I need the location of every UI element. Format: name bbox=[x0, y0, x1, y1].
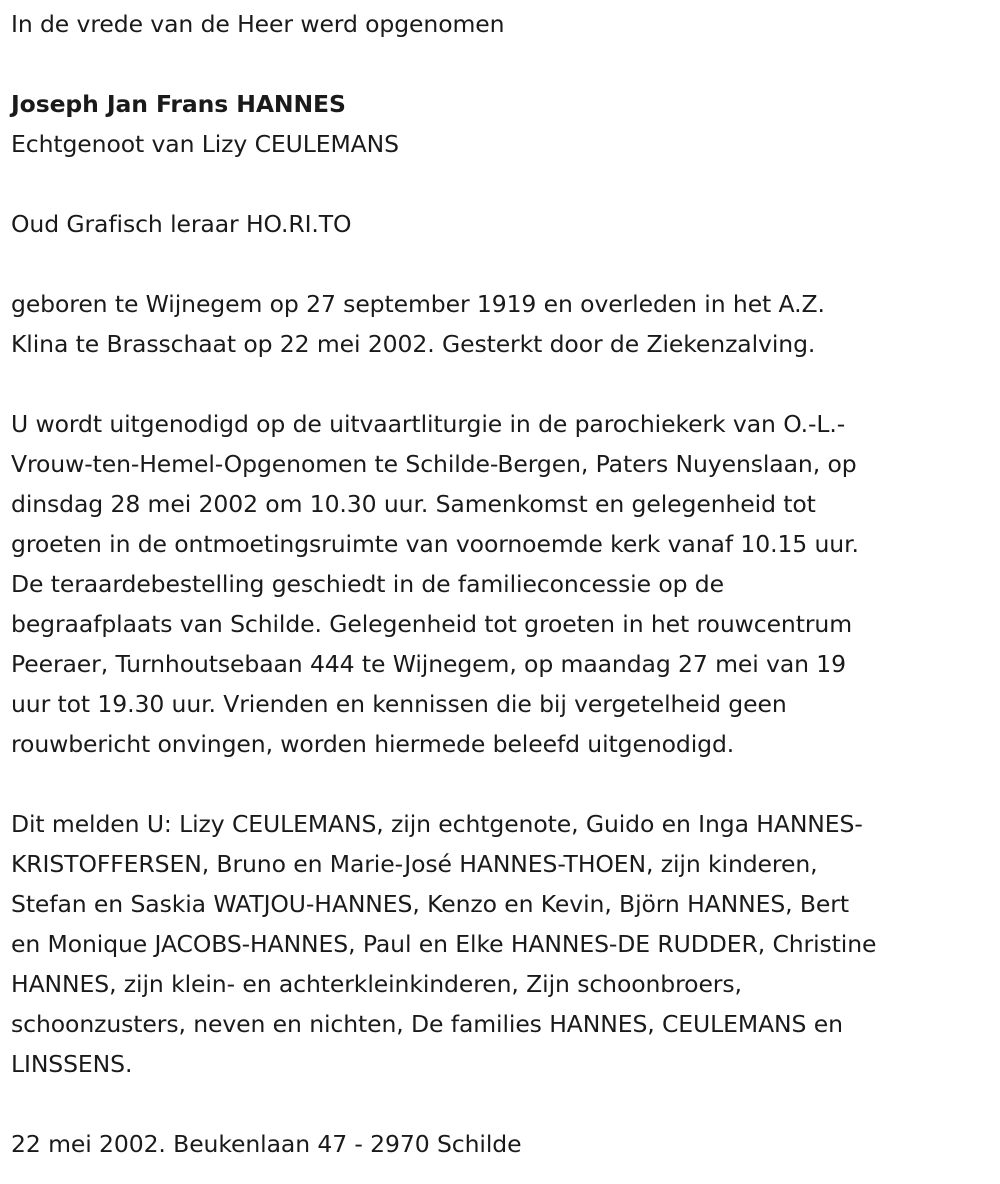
paragraph-line: schoonzusters, neven en nichten, De families HANNES, CEULEMANS en bbox=[11, 1010, 843, 1038]
paragraph-line: Stefan en Saskia WATJOU-HANNES, Kenzo en Kevin, Björn HANNES, Bert bbox=[11, 890, 849, 918]
paragraph-line: rouwbericht onvingen, worden hiermede beleefd uitgenodigd. bbox=[11, 730, 735, 758]
spacer bbox=[11, 364, 991, 404]
paragraph-line: Klina te Brasschaat op 22 mei 2002. Gesterkt door de Ziekenzalving. bbox=[11, 330, 816, 358]
birth-death-paragraph bbox=[11, 284, 991, 364]
spacer bbox=[11, 764, 991, 804]
date-address-line: 22 mei 2002. Beukenlaan 47 - 2970 Schilde bbox=[11, 1130, 522, 1158]
paragraph-line: Vrouw-ten-Hemel-Opgenomen te Schilde-Bergen, Paters Nuyenslaan, op bbox=[11, 450, 857, 478]
paragraph-line: De teraardebestelling geschiedt in de familieconcessie op de bbox=[11, 570, 724, 598]
paragraph-line: groeten in de ontmoetingsruimte van voornoemde kerk vanaf 10.15 uur. bbox=[11, 530, 859, 558]
paragraph-line: U wordt uitgenodigd op de uitvaartliturgie in de parochiekerk van O.-L.- bbox=[11, 410, 846, 438]
paragraph-line: dinsdag 28 mei 2002 om 10.30 uur. Samenkomst en gelegenheid tot bbox=[11, 490, 816, 518]
paragraph-line: LINSSENS. bbox=[11, 1050, 133, 1078]
spacer bbox=[11, 1084, 991, 1124]
funeral-paragraph bbox=[11, 404, 991, 764]
paragraph-line: KRISTOFFERSEN, Bruno en Marie-José HANNES-THOEN, zijn kinderen, bbox=[11, 850, 818, 878]
family-paragraph bbox=[11, 804, 991, 1084]
spacer bbox=[11, 44, 991, 84]
paragraph-line: Dit melden U: Lizy CEULEMANS, zijn echtgenote, Guido en Inga HANNES- bbox=[11, 810, 863, 838]
obituary-notice bbox=[11, 4, 991, 1164]
spacer bbox=[11, 244, 991, 284]
intro-line: In de vrede van de Heer werd opgenomen bbox=[11, 10, 505, 38]
paragraph-line: en Monique JACOBS-HANNES, Paul en Elke HANNES-DE RUDDER, Christine bbox=[11, 930, 877, 958]
spouse-line: Echtgenoot van Lizy CEULEMANS bbox=[11, 130, 399, 158]
paragraph-line: Peeraer, Turnhoutsebaan 444 te Wijnegem, op maandag 27 mei van 19 bbox=[11, 650, 847, 678]
spacer bbox=[11, 164, 991, 204]
paragraph-line: HANNES, zijn klein- en achterkleinkinderen, Zijn schoonbroers, bbox=[11, 970, 742, 998]
paragraph-line: uur tot 19.30 uur. Vrienden en kennissen die bij vergetelheid geen bbox=[11, 690, 787, 718]
paragraph-line: begraafplaats van Schilde. Gelegenheid tot groeten in het rouwcentrum bbox=[11, 610, 852, 638]
paragraph-line: geboren te Wijnegem op 27 september 1919 en overleden in het A.Z. bbox=[11, 290, 825, 318]
deceased-name: Joseph Jan Frans HANNES bbox=[11, 90, 346, 118]
occupation-line: Oud Grafisch leraar HO.RI.TO bbox=[11, 210, 352, 238]
